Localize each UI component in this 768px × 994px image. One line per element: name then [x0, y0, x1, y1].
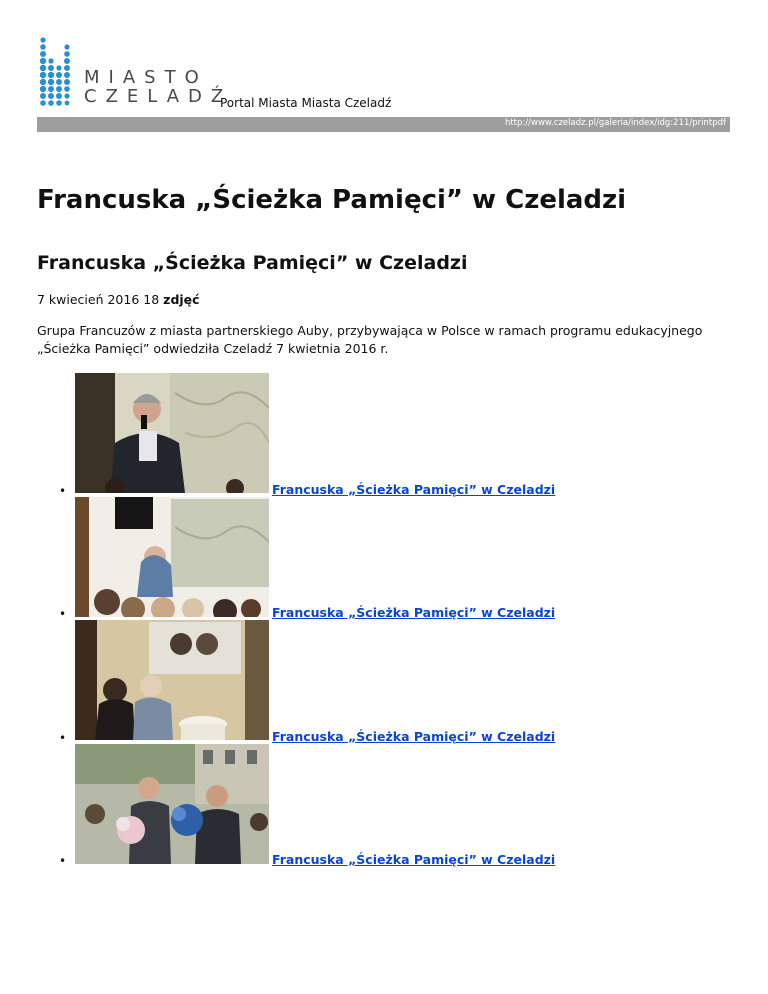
photo-thumbnail[interactable]	[75, 620, 269, 740]
list-item	[37, 620, 730, 744]
photo-count-label: zdjęć	[163, 292, 200, 307]
bullet-icon: •	[59, 607, 67, 621]
list-item	[37, 744, 730, 868]
page-title: Francuska „Ścieżka Pamięci” w Czeladzi	[37, 185, 627, 215]
city-logo-icon	[37, 36, 77, 108]
logo-line-1: MIASTO	[84, 67, 208, 88]
photo-list	[37, 373, 730, 867]
photo-count: 18	[143, 292, 160, 307]
photo-thumbnail[interactable]	[75, 744, 269, 864]
bullet-icon: •	[59, 483, 67, 498]
portal-name: Portal Miasta Miasta Czeladź	[220, 96, 392, 110]
photo-thumbnail[interactable]	[75, 373, 269, 493]
gallery-meta	[37, 292, 200, 307]
photo-thumbnail[interactable]	[75, 497, 269, 617]
photo-link[interactable]: Francuska „Ścieżka Pamięci” w Czeladzi	[272, 852, 556, 867]
list-item	[37, 373, 730, 497]
page-url: http://www.czeladz.pl/galeria/index/idg:211/printpdf	[504, 118, 726, 128]
list-item	[37, 497, 730, 621]
gallery-description: Grupa Francuzów z miasta partnerskiego Auby, przybywająca w Polsce w ramach programu edukacyjnego „Ścieżka Pamięci” odwiedziła Czeladź 7 kwietnia 2016 r.	[37, 323, 703, 356]
url-bar	[37, 117, 730, 132]
bullet-icon: •	[59, 854, 67, 868]
header	[37, 36, 730, 116]
gallery-date: 7 kwiecień 2016	[37, 292, 140, 307]
section-title: Francuska „Ścieżka Pamięci” w Czeladzi	[37, 252, 468, 274]
photo-link[interactable]: Francuska „Ścieżka Pamięci” w Czeladzi	[272, 605, 556, 620]
photo-link[interactable]: Francuska „Ścieżka Pamięci” w Czeladzi	[272, 481, 556, 497]
photo-link[interactable]: Francuska „Ścieżka Pamięci” w Czeladzi	[272, 728, 556, 744]
logo-wordmark	[84, 68, 232, 106]
logo-line-2: CZELADŹ	[84, 86, 233, 107]
bullet-icon: •	[59, 730, 67, 745]
